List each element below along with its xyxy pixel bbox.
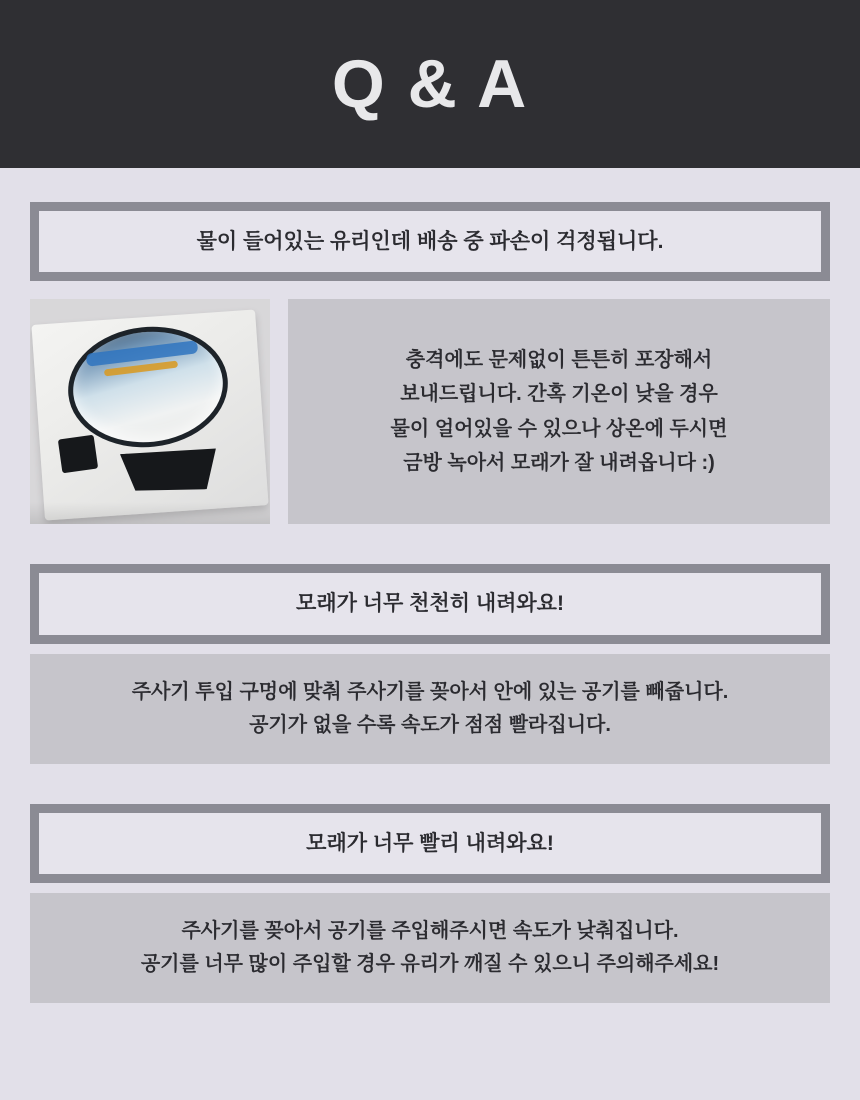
answer-3-line-1: 주사기를 꽂아서 공기를 주입해주시면 속도가 낮춰집니다. (181, 919, 679, 942)
question-2: 모래가 너무 천천히 내려와요! (30, 564, 830, 643)
answer-1-line-1: 충격에도 문제없이 튼튼히 포장해서 (405, 349, 713, 372)
spacer-4 (30, 883, 830, 893)
answer-3-line-2: 공기를 너무 많이 주입할 경우 유리가 깨질 수 있으니 주의해주세요! (140, 952, 720, 975)
foam-packaging-photo (30, 299, 270, 524)
answer-2-line-2: 공기가 없을 수록 속도가 점점 빨라집니다. (249, 713, 611, 736)
answer-1-line-3: 물이 얼어있을 수 있으나 상온에 두시면 (390, 417, 728, 440)
page-header (0, 0, 860, 168)
spacer-2 (30, 644, 830, 654)
answer-1-line-4: 금방 녹아서 모래가 잘 내려옵니다 :) (403, 452, 715, 475)
answer-1-line-2: 보내드립니다. 간혹 기온이 낮을 경우 (400, 383, 718, 406)
page-title: Q & A (331, 46, 529, 122)
answer-row-1 (30, 299, 830, 524)
spacer-1 (30, 524, 830, 564)
answer-3 (30, 893, 830, 1003)
answer-1 (288, 299, 830, 524)
foam-cutout-left (58, 435, 98, 474)
answer-2-line-1: 주사기 투입 구멍에 맞춰 주사기를 꽂아서 안에 있는 공기를 빼줍니다. (131, 680, 729, 703)
qa-content (0, 168, 860, 1003)
question-3: 모래가 너무 빨리 내려와요! (30, 804, 830, 883)
question-1: 물이 들어있는 유리인데 배송 중 파손이 걱정됩니다. (30, 202, 830, 281)
spacer-3 (30, 764, 830, 804)
answer-2 (30, 654, 830, 764)
photo-shadow (30, 502, 270, 524)
